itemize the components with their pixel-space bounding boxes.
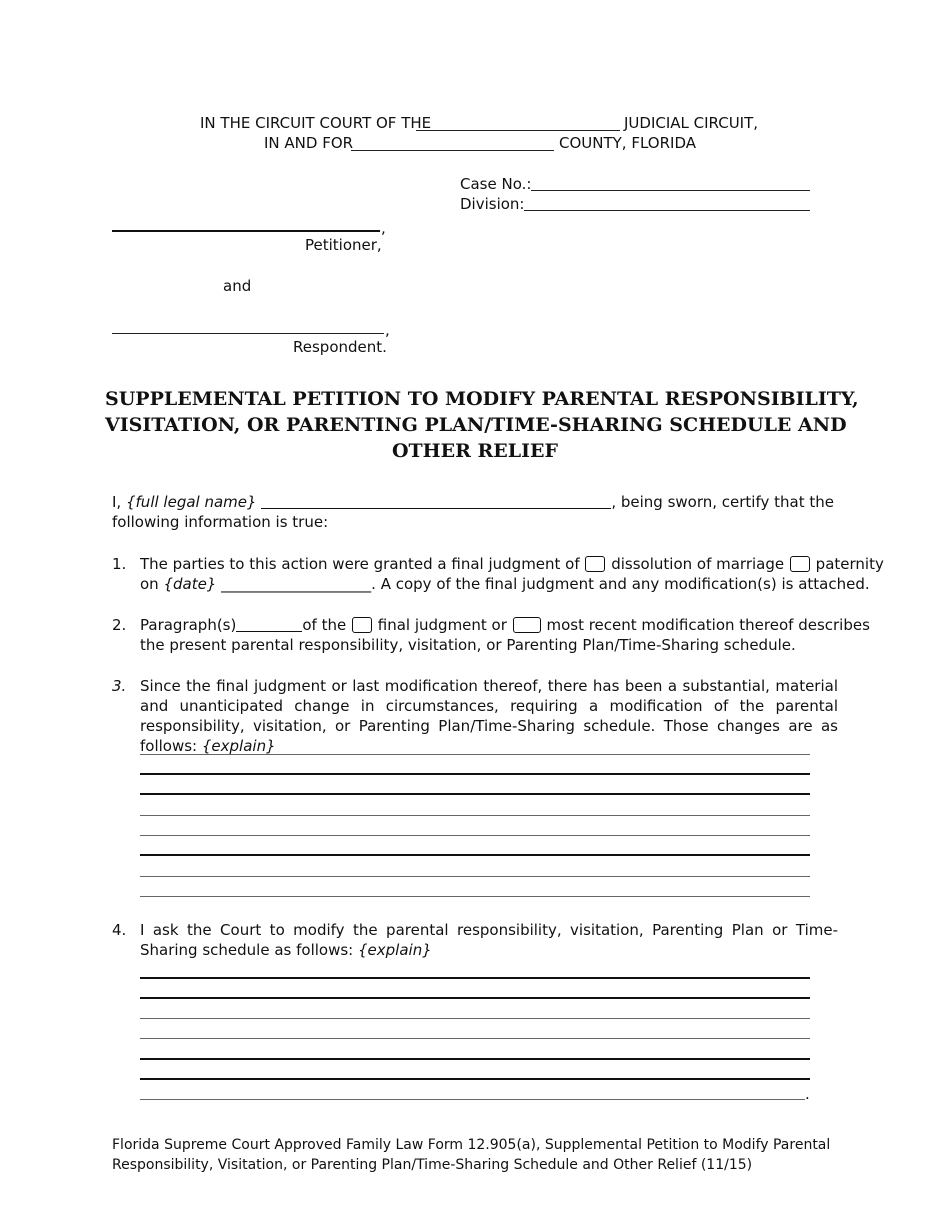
item-1-text-b: . A copy of the final judgment and any modification(s) is attached. — [371, 575, 870, 593]
county-field[interactable] — [351, 150, 554, 151]
item-1-on: on — [140, 575, 159, 593]
title-line-2: VISITATION, OR PARENTING PLAN/TIME-SHARING SCHEDULE AND — [105, 414, 847, 436]
respondent-name-field[interactable] — [112, 333, 384, 334]
and-label: and — [223, 277, 252, 295]
court-line-1-suffix: JUDICIAL CIRCUIT, — [624, 114, 759, 132]
court-line-2-prefix: IN AND FOR — [264, 134, 354, 152]
item-4-body: I ask the Court to modify the parental responsibility, visitation, Parenting Plan or Time-Sharing schedule as follows: — [140, 921, 838, 959]
item-4-answer-line[interactable] — [140, 1099, 805, 1100]
item-3-text — [140, 676, 838, 756]
item-4-answer-line[interactable] — [140, 977, 810, 979]
case-no-field[interactable] — [531, 190, 810, 191]
item-3-explain-hint: {explain} — [201, 737, 276, 755]
item-3-answer-line[interactable] — [140, 854, 810, 856]
item-1-line-1 — [140, 554, 884, 574]
respondent-comma: , — [385, 321, 390, 339]
footer-line-2: Responsibility, Visitation, or Parenting Plan/Time-Sharing Schedule and Other Relief (11/15) — [112, 1157, 753, 1173]
petitioner-name-field[interactable] — [112, 230, 380, 232]
dissolution-checkbox[interactable] — [585, 556, 605, 572]
item-3-answer-line[interactable] — [140, 896, 810, 897]
footer-line-1: Florida Supreme Court Approved Family Law Form 12.905(a), Supplemental Petition to Modify Parental — [112, 1137, 831, 1153]
item-4-answer-line[interactable] — [140, 1018, 810, 1019]
item-4-answer-line[interactable] — [140, 997, 810, 999]
title-line-1: SUPPLEMENTAL PETITION TO MODIFY PARENTAL RESPONSIBILITY, — [105, 388, 859, 410]
form-footer — [112, 1135, 832, 1175]
intro-line-2: following information is true: — [112, 513, 329, 531]
item-4-explain-hint: {explain} — [358, 941, 432, 959]
division-field[interactable] — [524, 210, 810, 211]
intro-line-1 — [112, 492, 834, 512]
division-label: Division: — [460, 195, 525, 213]
intro-suffix: , being sworn, certify that the — [611, 493, 834, 511]
item-3-answer-line[interactable] — [140, 773, 810, 775]
final-judgment-label: final judgment or — [377, 616, 507, 634]
form-title — [105, 386, 859, 464]
petitioner-label: Petitioner, — [305, 236, 382, 254]
paragraph-number-field[interactable] — [236, 617, 302, 632]
item-2-line-1 — [140, 615, 870, 635]
full-legal-name-hint: {full legal name} — [125, 493, 257, 511]
item-4-number: 4. — [112, 921, 127, 939]
item-3-number: 3. — [112, 677, 127, 695]
item-3-answer-line[interactable] — [140, 815, 810, 816]
item-4-answer-line[interactable] — [140, 1038, 810, 1039]
item-2-text-a: Paragraph(s) — [140, 616, 237, 634]
item-4-end-period: . — [805, 1085, 810, 1103]
court-line-1-prefix: IN THE CIRCUIT COURT OF THE — [200, 114, 432, 132]
judicial-circuit-field[interactable] — [416, 130, 620, 131]
item-3-answer-line[interactable] — [140, 793, 810, 795]
item-1-number: 1. — [112, 555, 127, 573]
item-3-body: Since the final judgment or last modification thereof, there has been a substantial, material and unanticipated change in circumstances, requiring a modification of the parental responsibility, visitation, or Parenting Plan/Time-Sharing schedule. Those changes are as follows: — [140, 677, 838, 755]
item-3-answer-line[interactable] — [140, 754, 810, 755]
recent-modification-label: most recent modification thereof describes — [546, 616, 870, 634]
item-4-text — [140, 920, 838, 960]
item-1-text: The parties to this action were granted a final judgment of — [140, 555, 580, 573]
item-2-number: 2. — [112, 616, 127, 634]
dissolution-label: dissolution of marriage — [611, 555, 785, 573]
intro-prefix: I, — [112, 493, 122, 511]
final-judgment-checkbox[interactable] — [352, 617, 372, 633]
case-no-label: Case No.: — [460, 175, 532, 193]
item-3-answer-line[interactable] — [140, 835, 810, 836]
item-2-line-2: the present parental responsibility, visitation, or Parenting Plan/Time-Sharing schedule. — [140, 636, 796, 654]
item-2-text-b: of the — [302, 616, 347, 634]
court-line-2-suffix: COUNTY, FLORIDA — [559, 134, 696, 152]
item-4-answer-line[interactable] — [140, 1078, 810, 1080]
petitioner-comma: , — [381, 219, 386, 237]
title-line-3: OTHER RELIEF — [391, 440, 559, 462]
respondent-label: Respondent. — [293, 338, 387, 356]
item-3-answer-line[interactable] — [140, 876, 810, 877]
date-hint: {date} — [163, 575, 217, 593]
item-1-line-2 — [140, 574, 870, 594]
paternity-checkbox[interactable] — [790, 556, 810, 572]
item-4-answer-line[interactable] — [140, 1058, 810, 1060]
recent-modification-checkbox[interactable] — [513, 617, 541, 633]
full-legal-name-field[interactable] — [261, 494, 611, 509]
date-field[interactable]: ____________________ — [221, 575, 372, 593]
paternity-label: paternity — [815, 555, 884, 573]
